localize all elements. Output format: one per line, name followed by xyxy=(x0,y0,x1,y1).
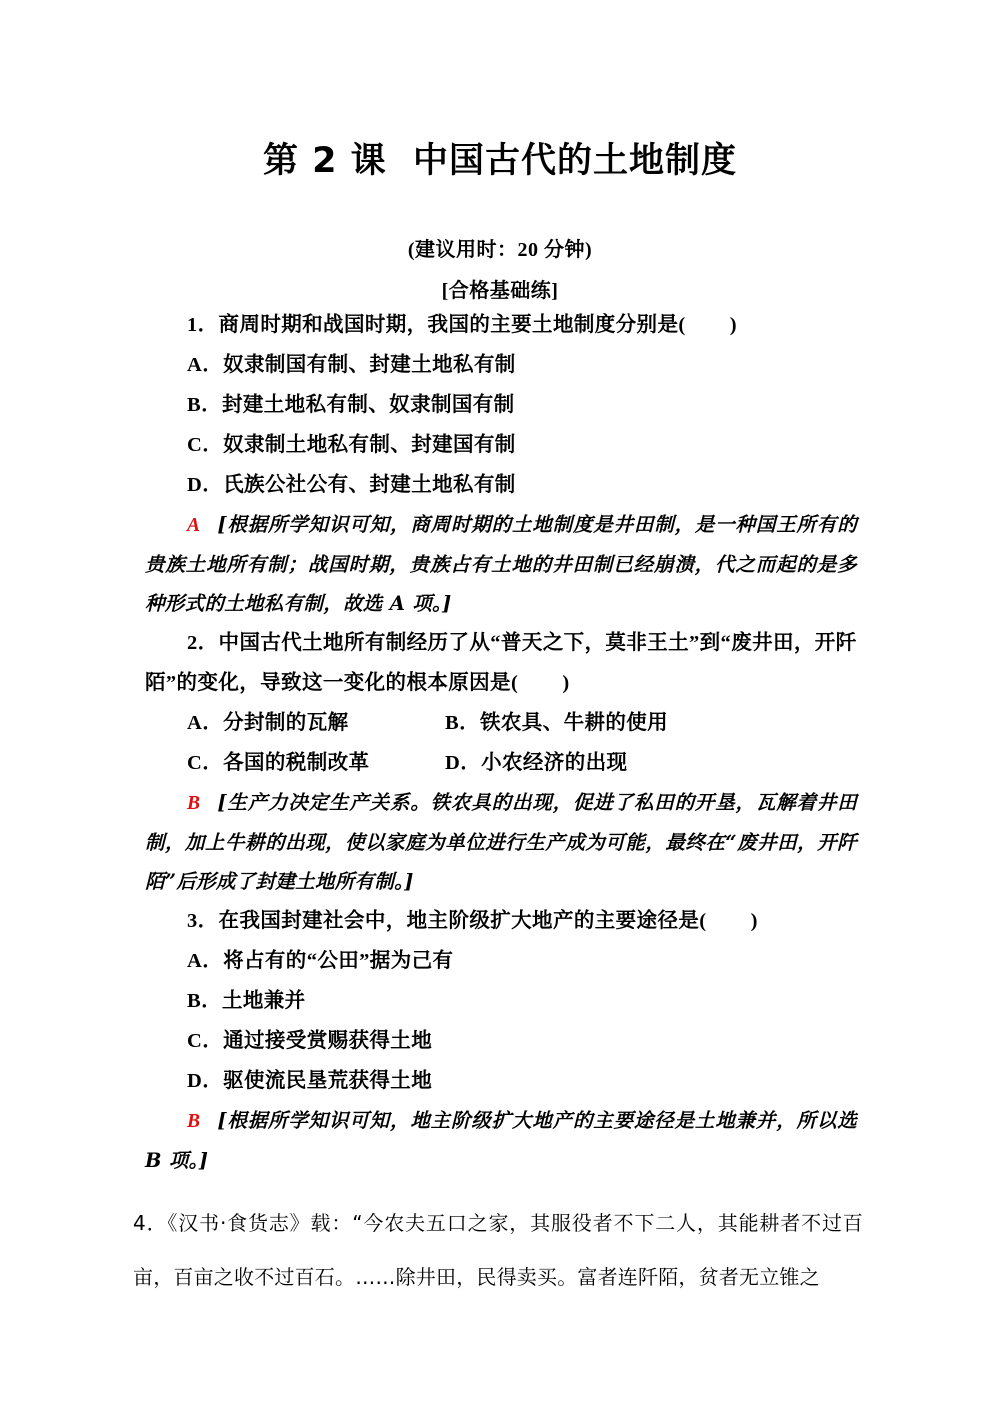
option-a[interactable]: A．分封制的瓦解 xyxy=(187,712,349,734)
question-block-4: 4．《汉书·食货志》载：“今农夫五口之家，其服役者不下二人，其能耕者不过百亩，百亩之收不过百石。……除井田，民得卖买。富者连阡陌，贫者无立锥之 xyxy=(133,1211,863,1289)
question-block-1 xyxy=(145,305,857,623)
exercise-body xyxy=(145,305,865,1180)
option-row xyxy=(145,703,857,743)
answer-explanation xyxy=(145,505,857,623)
option-row xyxy=(145,743,857,783)
option-c[interactable]: C．通过接受赏赐获得土地 xyxy=(187,1030,433,1052)
answer-letter: B xyxy=(187,793,201,814)
explanation-text: [根据所学知识可知，商周时期的土地制度是井田制，是一种国王所有的贵族土地所有制；战国时期，贵族占有土地的井田制已经崩溃，代之而起的是多种形式的土地私有制，故选 A 项。] xyxy=(145,513,857,615)
option-b[interactable]: B．封建土地私有制、奴隶制国有制 xyxy=(187,394,515,416)
option-d[interactable]: D．氏族公社公有、封建土地私有制 xyxy=(187,474,516,496)
page-title: 第 2 课 中国古代的土地制度 xyxy=(262,141,738,181)
option-c[interactable]: C．奴隶制土地私有制、封建国有制 xyxy=(187,434,516,456)
explanation-text: [生产力决定生产关系。铁农具的出现，促进了私田的开垦，瓦解着井田制，加上牛耕的出现，使以家庭为单位进行生产成为可能，最终在“废井田，开阡陌”后形成了封建土地所有制。] xyxy=(145,791,857,893)
question-stem: 3．在我国封建社会中，地主阶级扩大地产的主要途径是( ) xyxy=(187,910,758,932)
answer-explanation xyxy=(145,783,857,901)
option-c[interactable]: C．各国的税制改革 xyxy=(187,752,370,774)
option-a[interactable]: A．奴隶制国有制、封建土地私有制 xyxy=(187,354,516,376)
option-b[interactable]: B．土地兼并 xyxy=(187,990,306,1012)
question-block-2 xyxy=(145,623,857,901)
option-d[interactable]: D．驱使流民垦荒获得土地 xyxy=(187,1070,433,1092)
suggested-time-hint: (建议用时：20 分钟) xyxy=(407,239,593,261)
option-b[interactable]: B．铁农具、牛耕的使用 xyxy=(445,712,669,734)
question-stem: 2．中国古代土地所有制经历了从“普天之下，莫非王土”到“废井田，开阡陌”的变化，导致这一变化的根本原因是( ) xyxy=(145,632,857,694)
answer-letter: B xyxy=(187,1111,201,1132)
question-block-3 xyxy=(145,901,865,1180)
section-tag: [合格基础练] xyxy=(441,280,559,302)
answer-letter: A xyxy=(187,515,201,536)
explanation-text: [根据所学知识可知，地主阶级扩大地产的主要途径是土地兼并，所以选 B 项。] xyxy=(145,1109,865,1172)
question-stem: 1．商周时期和战国时期，我国的主要土地制度分别是( ) xyxy=(187,314,738,336)
option-a[interactable]: A．将占有的“公田”据为己有 xyxy=(187,950,454,972)
answer-explanation xyxy=(145,1101,865,1180)
option-d[interactable]: D．小农经济的出现 xyxy=(445,752,628,774)
